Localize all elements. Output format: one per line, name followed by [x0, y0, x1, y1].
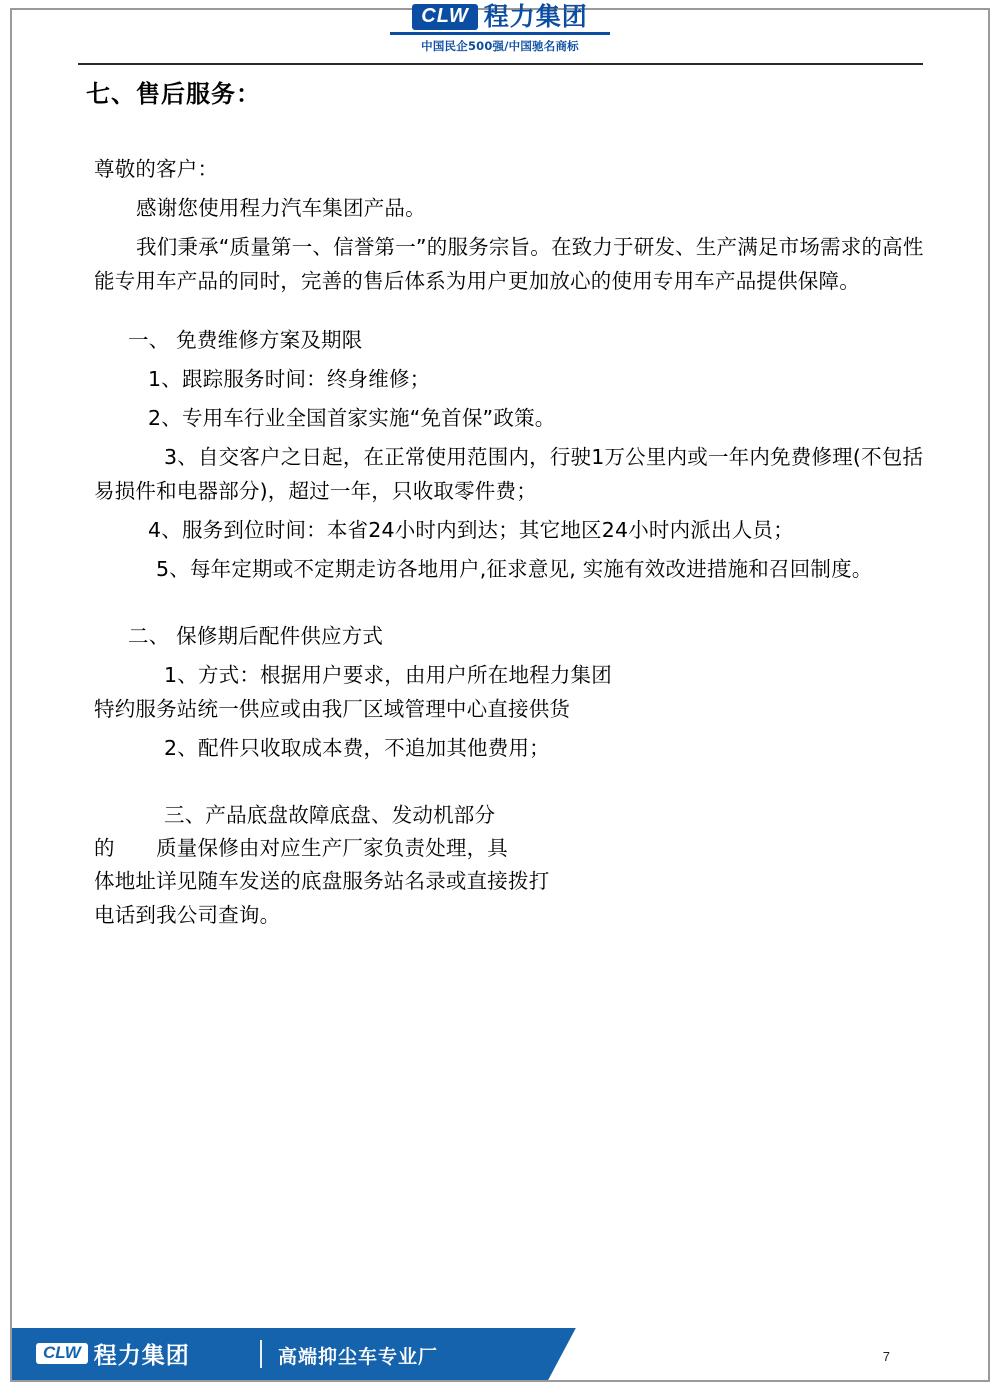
- footer-divider: [260, 1340, 262, 1368]
- page-header: [0, 0, 1000, 66]
- header-divider: [78, 63, 923, 65]
- company-name-cn: 程力集团: [483, 2, 588, 31]
- salutation: 尊敬的客户：: [94, 157, 219, 181]
- document-body: [78, 74, 928, 932]
- section-1-item-1: 1、跟踪服务时间：终身维修；: [148, 367, 431, 392]
- page-title: 七、售后服务：: [86, 80, 261, 108]
- intro-paragraph-2: 我们秉承“质量第一、信誉第一”的服务宗旨。在致力于研发、生产满足市场需求的高性能专用车产品的同时，完善的售后体系为用户更加放心的使用专用车产品提供保障。: [94, 235, 924, 293]
- section-1-item-4: 4、服务到位时间：本省24小时内到达；其它地区24小时内派出人员；: [148, 517, 794, 542]
- section-3-item-1: 的 质量保修由对应生产厂家负责处理，具 体地址详见随车发送的底盘服务站名录或直接拨打电话到我公司查询。: [94, 836, 550, 927]
- section-1-item-5: 5、每年定期或不定期走访各地用户,征求意见, 实施有效改进措施和召回制度。: [156, 557, 873, 582]
- footer-company-name: 程力集团: [93, 1343, 190, 1369]
- section-1-item-3: 3、自交客户之日起，在正常使用范围内，行驶1万公里内或一年内免费修理(不包括易损件和电器部分)，超过一年，只收取零件费；: [94, 445, 924, 503]
- section-2-item-1: 1、方式：根据用户要求，由用户所在地程力集团特约服务站统一供应或由我厂区域管理中心直接供货: [94, 663, 612, 721]
- clw-logo-mark: CLW: [412, 4, 477, 30]
- footer-band: [12, 1328, 988, 1380]
- section-heading-2: 二、 保修期后配件供应方式: [128, 624, 384, 649]
- section-heading-3: 三、产品底盘故障底盘、发动机部分: [164, 803, 496, 828]
- company-tagline: 中国民企500强/中国驰名商标: [421, 39, 579, 54]
- company-logo: [390, 4, 610, 54]
- section-2-item-2: 2、配件只收取成本费，不追加其他费用；: [164, 735, 550, 760]
- footer-logo: [36, 1337, 190, 1370]
- intro-paragraph-1: 感谢您使用程力汽车集团产品。: [136, 196, 426, 221]
- section-1-item-2: 2、专用车行业全国首家实施“免首保”政策。: [148, 406, 556, 431]
- footer-tagline: 高端抑尘车专业厂: [278, 1346, 439, 1368]
- section-heading-1: 一、 免费维修方案及期限: [128, 327, 363, 352]
- page-footer: [0, 1318, 1000, 1390]
- page-number: 7: [882, 1349, 890, 1364]
- footer-band-slant: [428, 1328, 576, 1380]
- footer-clw-logo-mark: CLW: [36, 1343, 88, 1365]
- logo-underline: [390, 32, 610, 35]
